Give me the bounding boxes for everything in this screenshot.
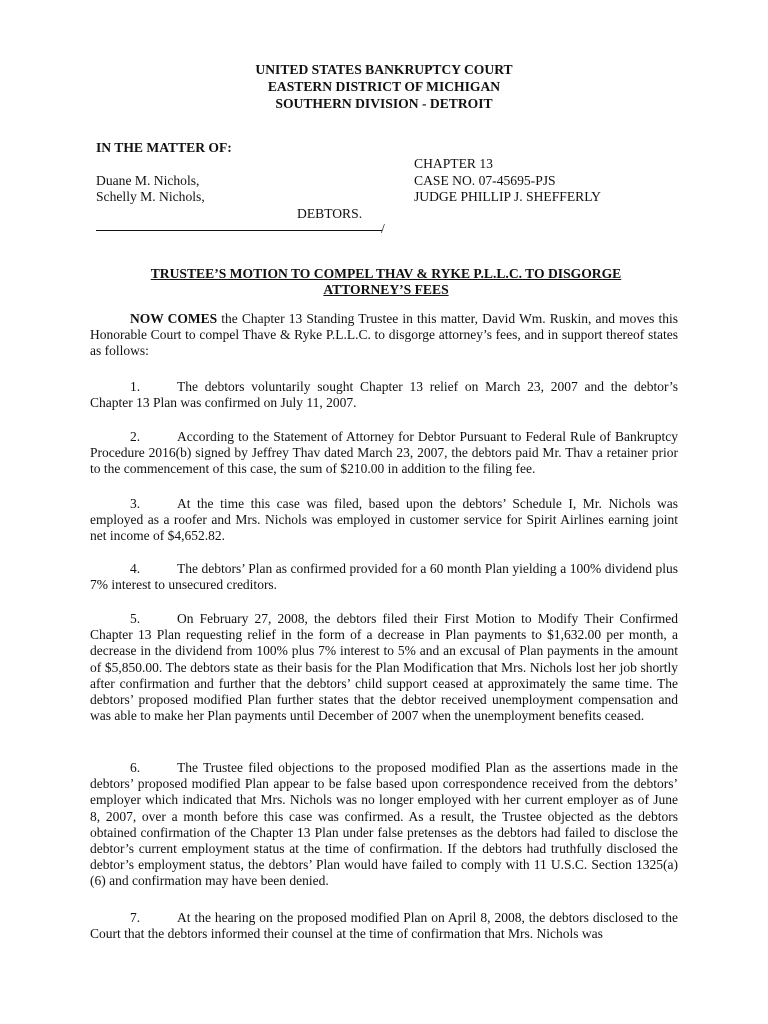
paragraph-5 (90, 611, 678, 724)
paragraph-number: 3. (130, 496, 141, 511)
matter-label: IN THE MATTER OF: (96, 140, 232, 155)
court-division: SOUTHERN DIVISION - DETROIT (275, 96, 493, 111)
intro-lead: NOW COMES (130, 311, 218, 326)
paragraph-text: At the hearing on the proposed modified Plan on April 8, 2008, the debtors disclosed to the Court that the debtors informed their counsel at the time of confirmation that Mrs. Nichols was (90, 910, 678, 942)
court-name: UNITED STATES BANKRUPTCY COURT (255, 62, 513, 77)
paragraph-1 (90, 379, 678, 411)
paragraph-number: 2. (130, 429, 141, 444)
case-number: CASE NO. 07-45695-PJS (414, 173, 556, 188)
motion-title-line-2: ATTORNEY’S FEES (323, 282, 449, 297)
paragraph-number: 6. (130, 760, 141, 775)
intro-text: the Chapter 13 Standing Trustee in this matter, David Wm. Ruskin, and moves this Honorable Court to compel Thave & Ryke P.L.L.C. to disgorge attorney’s fees, and in support thereof states as follows: (90, 311, 678, 359)
paragraph-text: At the time this case was filed, based upon the debtors’ Schedule I, Mr. Nichols was employed as a roofer and Mrs. Nichols was employed in customer service for Spirit Airlines earning joint net income of $4,652.82. (90, 496, 678, 544)
paragraph-text: The Trustee filed objections to the proposed modified Plan as the assertions made in the debtors’ proposed modified Plan appear to be false based upon correspondence received from the debtors’ employer which indicated that Mrs. Nichols was no longer employed with her current employer as of June 8, 2007, over a month before this case was confirmed. As a result, the Trustee objected as the debtors obtained confirmation of the Chapter 13 Plan under false pretenses as the debtors had failed to disclose the debtor’s current employment status at the time of confirmation. If the debtors had truthfully disclosed the debtor’s employment status, the debtors’ Plan would have failed to comply with 11 U.S.C. Section 1325(a)(6) and confirmation may have been denied. (90, 760, 678, 889)
intro-paragraph (90, 311, 678, 360)
debtor-name-1: Duane M. Nichols, (96, 173, 200, 188)
court-heading (0, 61, 768, 112)
paragraph-number: 7. (130, 910, 141, 925)
debtors-label: DEBTORS. (297, 206, 363, 221)
paragraph-text: The debtors’ Plan as confirmed provided for a 60 month Plan yielding a 100% dividend plus 7% interest to unsecured creditors. (90, 561, 678, 593)
chapter-label: CHAPTER 13 (414, 156, 493, 171)
paragraph-text: According to the Statement of Attorney for Debtor Pursuant to Federal Rule of Bankruptcy Procedure 2016(b) signed by Jeffrey Thav dated March 23, 2007, the debtors paid Mr. Thav a retainer prior to the commencement of this case, the sum of $210.00 in addition to the filing fee. (90, 429, 678, 477)
court-district: EASTERN DISTRICT OF MICHIGAN (267, 79, 501, 94)
judge-name: JUDGE PHILLIP J. SHEFFERLY (414, 189, 601, 204)
paragraph-number: 5. (130, 611, 141, 626)
caption-rule (96, 230, 382, 231)
paragraph-4 (90, 561, 678, 593)
motion-title (96, 266, 676, 298)
paragraph-7 (90, 910, 678, 942)
paragraph-3 (90, 496, 678, 545)
paragraph-6 (90, 760, 678, 890)
paragraph-number: 4. (130, 561, 141, 576)
debtor-name-2: Schelly M. Nichols, (96, 189, 205, 204)
paragraph-text: The debtors voluntarily sought Chapter 13 relief on March 23, 2007 and the debtor’s Chapter 13 Plan was confirmed on July 11, 2007. (90, 379, 678, 411)
motion-title-line-1: TRUSTEE’S MOTION TO COMPEL THAV & RYKE P.L.L.C. TO DISGORGE (150, 266, 622, 281)
paragraph-number: 1. (130, 379, 141, 394)
paragraph-2 (90, 429, 678, 478)
paragraph-text: On February 27, 2008, the debtors filed their First Motion to Modify Their Confirmed Chapter 13 Plan requesting relief in the form of a decrease in Plan payments to $1,632.00 per month, a decrease in the dividend from 100% plus 7% interest to 5% and an excusal of Plan payments in the amount of $5,850.00. The debtors state as their basis for the Plan Modification that Mrs. Nichols lost her job shortly after confirmation and further that the debtors’ child support ceased at approximately the same time. The debtors’ proposed modified Plan further states that the debtor received unemployment compensation and was able to make her Plan payments until December of 2007 when the unemployment benefits ceased. (90, 611, 678, 724)
caption-rule-slash: / (381, 221, 385, 236)
